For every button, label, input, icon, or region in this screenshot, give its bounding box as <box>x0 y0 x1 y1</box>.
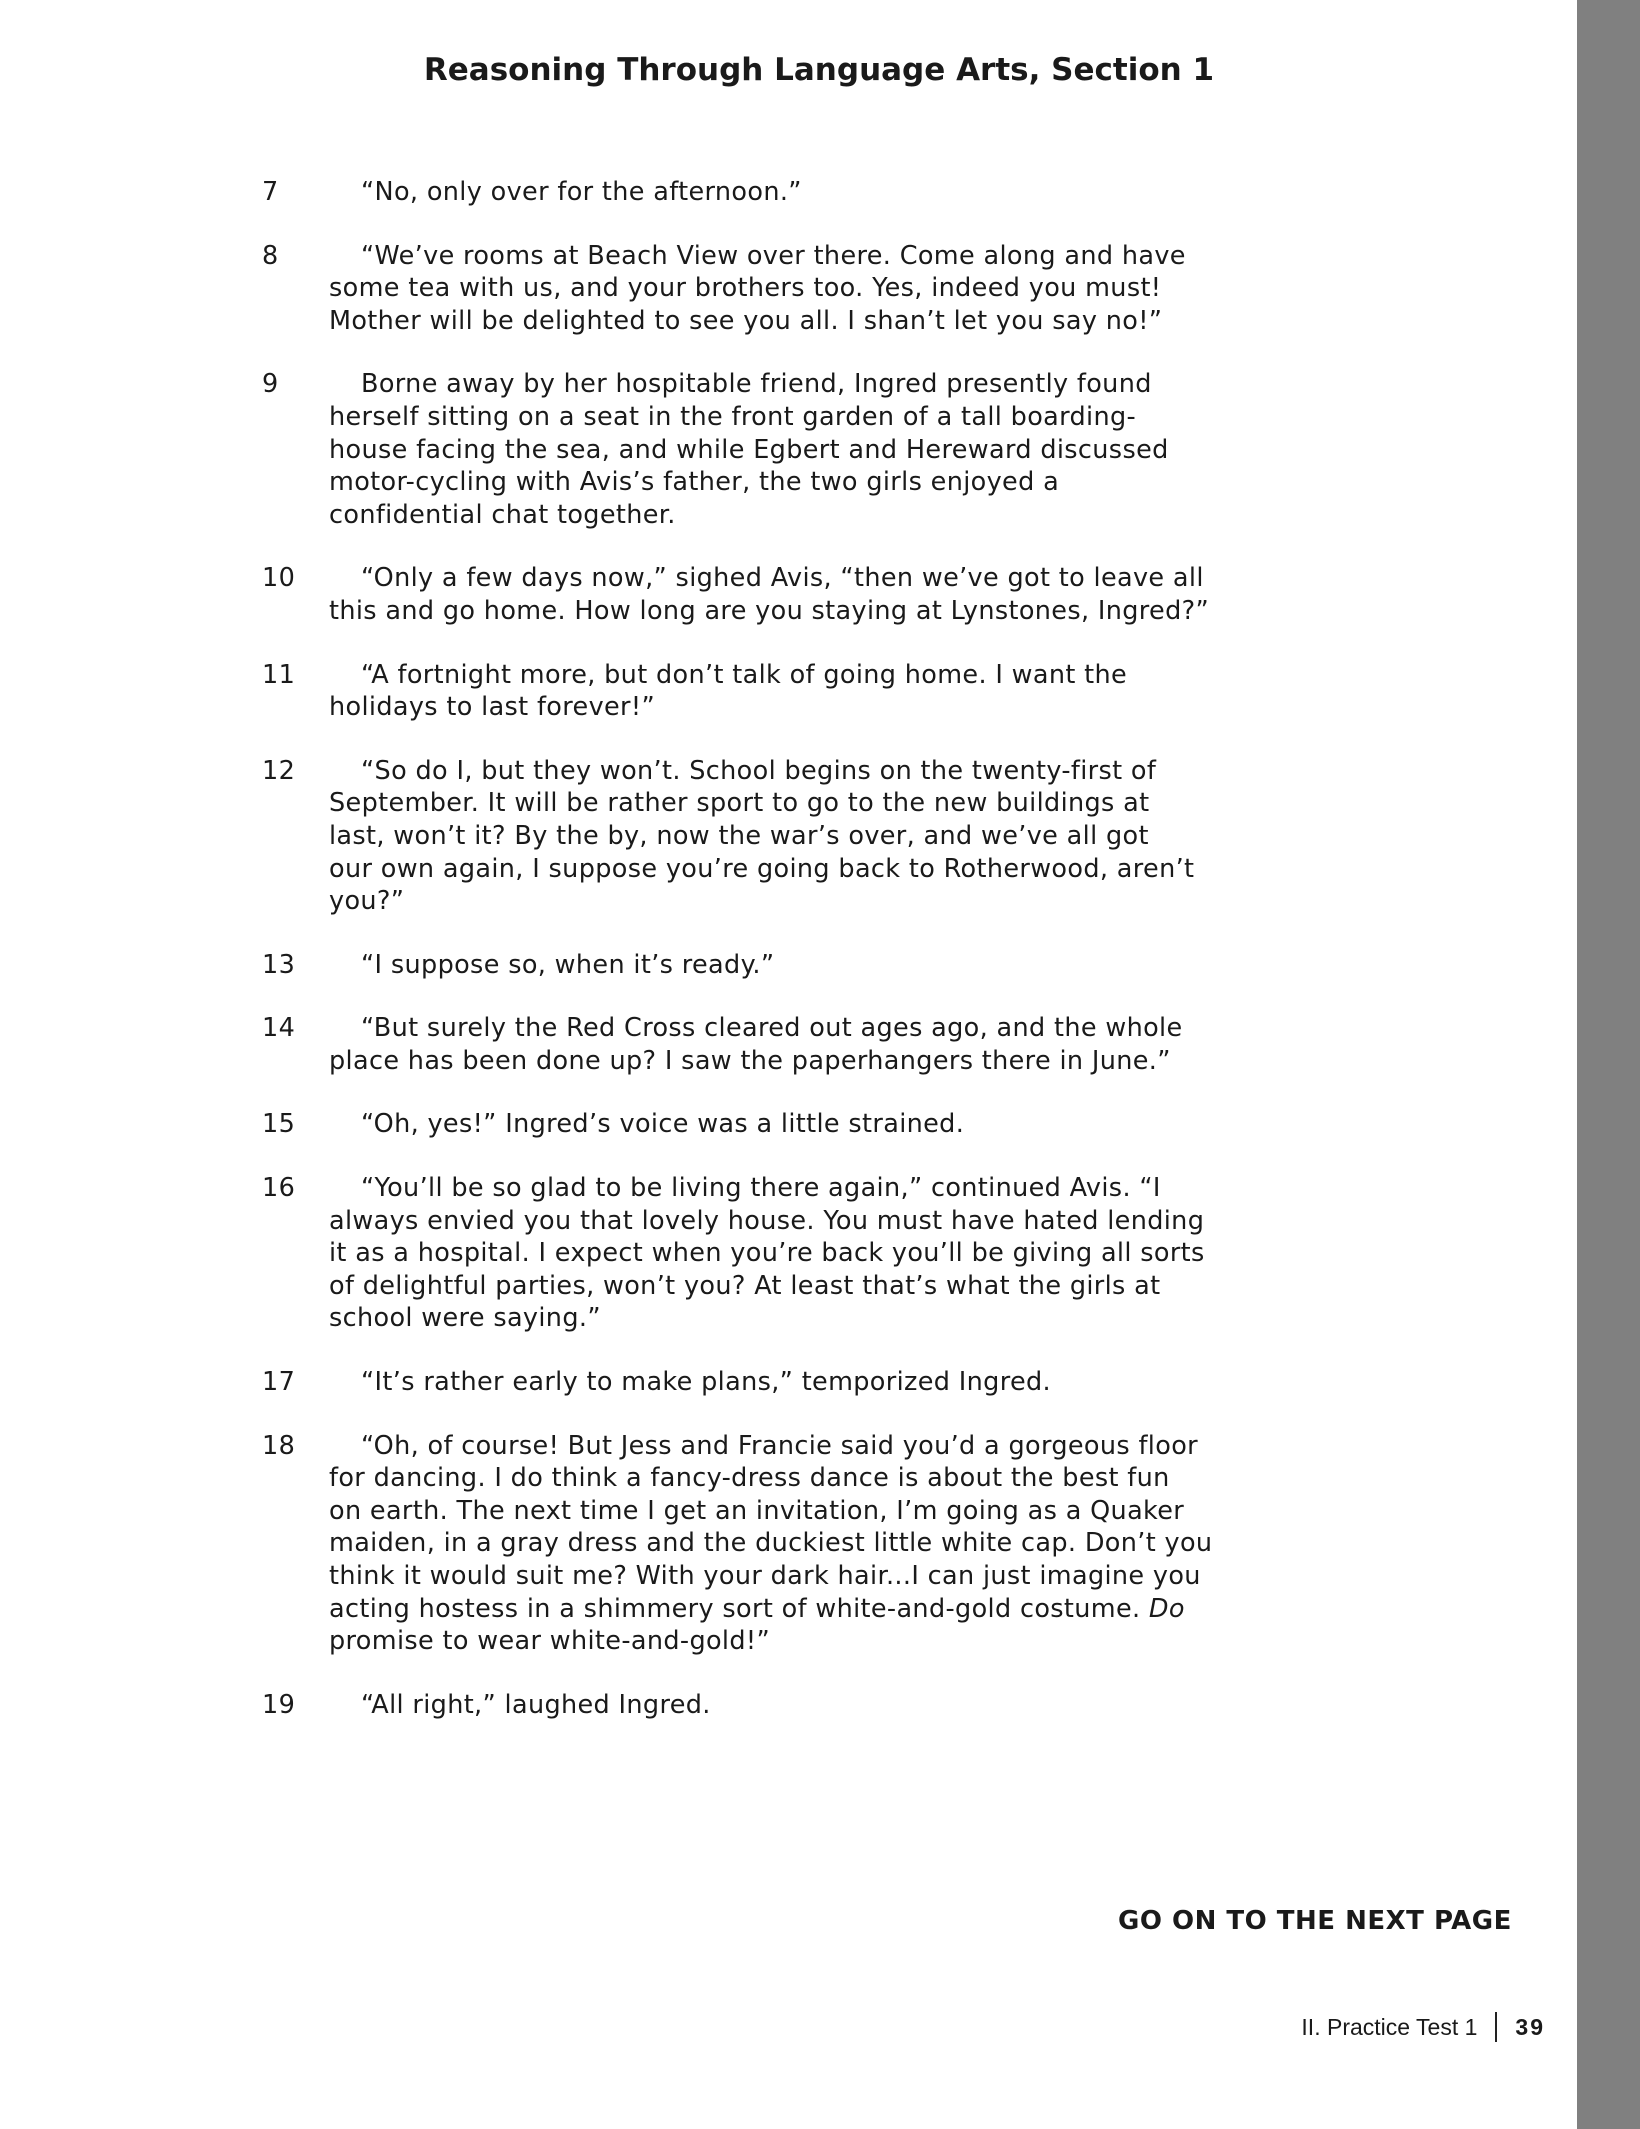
text-line <box>329 401 1362 434</box>
paragraph <box>262 368 1362 531</box>
text-run: it as a hospital. I expect when you’re back you’ll be giving all sorts <box>329 1238 1205 1269</box>
paragraph-text <box>329 1366 1362 1399</box>
paragraph-text <box>329 1430 1362 1658</box>
paragraph <box>262 1108 1362 1141</box>
page-title-text: Reasoning Through Language Arts, Section 1 <box>423 52 1215 88</box>
text-run: for dancing. I do think a fancy-dress dance is about the best fun <box>329 1463 1170 1494</box>
paragraph-text <box>329 368 1362 531</box>
text-run: our own again, I suppose you’re going back to Rotherwood, aren’t <box>329 853 1195 884</box>
text-run: “It’s rather early to make plans,” temporized Ingred. <box>361 1367 1052 1398</box>
text-run: think it would suit me? With your dark hair...I can just imagine you <box>329 1561 1201 1591</box>
text-run: “I suppose so, when it’s ready.” <box>361 949 775 980</box>
page-footer <box>1301 2012 1545 2042</box>
paragraph-number: 15 <box>262 1109 296 1140</box>
paragraph-text <box>329 755 1362 918</box>
text-run: of delightful parties, won’t you? At least that’s what the girls at <box>329 1270 1161 1301</box>
paragraph-number: 18 <box>262 1430 296 1461</box>
paragraph-number: 14 <box>262 1013 296 1044</box>
text-line <box>329 305 1362 338</box>
paragraph <box>262 755 1362 918</box>
text-run: school were saying.” <box>329 1303 601 1334</box>
paragraph <box>262 1172 1362 1335</box>
text-run: “We’ve rooms at Beach View over there. Come along and have <box>361 240 1186 271</box>
paragraph-number: 8 <box>262 240 279 271</box>
text-line <box>329 1462 1362 1495</box>
text-line <box>329 1366 1362 1399</box>
text-line <box>329 1172 1362 1205</box>
text-line <box>329 1560 1362 1593</box>
text-run: confidential chat together. <box>329 499 676 530</box>
paragraph-number: 11 <box>262 659 296 690</box>
footer-section: II. Practice Test 1 <box>1301 2013 1478 2040</box>
text-line <box>329 1302 1362 1335</box>
text-run: Borne away by her hospitable friend, Ingred presently found <box>361 369 1152 400</box>
text-line <box>329 1045 1362 1078</box>
footer-divider <box>1495 2012 1497 2042</box>
text-line <box>329 853 1362 886</box>
paragraph-text <box>329 1172 1362 1335</box>
text-line <box>329 755 1362 788</box>
paragraph <box>262 562 1362 627</box>
text-line <box>329 1625 1362 1658</box>
page-title <box>0 52 1640 88</box>
paragraph-text <box>329 1108 1362 1141</box>
text-line <box>329 434 1362 467</box>
text-run: this and go home. How long are you staying at Lynstones, Ingred?” <box>329 595 1210 626</box>
paragraph-number: 12 <box>262 755 296 786</box>
text-line <box>329 1237 1362 1270</box>
paragraph-text <box>329 949 1362 982</box>
text-line <box>329 368 1362 401</box>
paragraph <box>262 1689 1362 1722</box>
text-run: on earth. The next time I get an invitation, I’m going as a Quaker <box>329 1495 1185 1526</box>
paragraph-number: 16 <box>262 1173 296 1204</box>
text-line <box>329 1270 1362 1303</box>
paragraph-number: 13 <box>262 949 296 980</box>
text-run: herself sitting on a seat in the front garden of a tall boarding- <box>329 401 1137 432</box>
paragraph <box>262 176 1362 209</box>
text-line <box>329 562 1362 595</box>
page-number: 39 <box>1515 2013 1545 2040</box>
text-line <box>329 595 1362 628</box>
text-line <box>329 787 1362 820</box>
text-run: “Oh, of course! But Jess and Francie said you’d a gorgeous floor <box>361 1430 1198 1461</box>
text-run: you?” <box>329 886 405 917</box>
text-line <box>329 1430 1362 1463</box>
page-edge-bar <box>1577 0 1640 2129</box>
text-run: last, won’t it? By the by, now the war’s over, and we’ve all got <box>329 820 1149 851</box>
paragraph <box>262 949 1362 982</box>
text-run: place has been done up? I saw the paperhangers there in June.” <box>329 1045 1171 1076</box>
text-run: “You’ll be so glad to be living there again,” continued Avis. “I <box>361 1173 1161 1204</box>
paragraph-number: 9 <box>262 369 279 400</box>
text-run: promise to wear white-and-gold!” <box>329 1626 771 1657</box>
text-run: acting hostess in a shimmery sort of white-and-gold costume. <box>329 1593 1149 1624</box>
paragraph-number: 17 <box>262 1367 296 1398</box>
text-line <box>329 466 1362 499</box>
text-line <box>329 240 1362 273</box>
passage <box>262 176 1362 1752</box>
text-line <box>329 1108 1362 1141</box>
paragraph-number: 7 <box>262 177 279 207</box>
text-run: “A fortnight more, but don’t talk of going home. I want the <box>361 659 1128 690</box>
text-line <box>329 691 1362 724</box>
text-line <box>329 272 1362 305</box>
paragraph-text <box>329 562 1362 627</box>
text-line <box>329 1495 1362 1528</box>
text-run: some tea with us, and your brothers too. Yes, indeed you must! <box>329 273 1162 304</box>
paragraph <box>262 1430 1362 1658</box>
text-run: Mother will be delighted to see you all. I shan’t let you say no!” <box>329 305 1163 336</box>
text-line <box>329 1527 1362 1560</box>
paragraph <box>262 240 1362 338</box>
text-run: “Only a few days now,” sighed Avis, “then we’ve got to leave all <box>361 563 1204 594</box>
text-run: “So do I, but they won’t. School begins on the twenty-first of <box>361 755 1157 786</box>
text-run: September. It will be rather sport to go to the new buildings at <box>329 788 1150 819</box>
paragraph-number: 10 <box>262 563 296 594</box>
text-line <box>329 499 1362 532</box>
paragraph-number: 19 <box>262 1689 296 1720</box>
paragraph-text <box>329 1689 1362 1722</box>
paragraph-text <box>329 659 1362 724</box>
text-line <box>329 949 1362 982</box>
text-line <box>329 176 1362 209</box>
text-line <box>329 820 1362 853</box>
paragraph-text <box>329 176 1362 209</box>
text-run: “No, only over for the afternoon.” <box>361 177 802 207</box>
text-run: motor-cycling with Avis’s father, the two girls enjoyed a <box>329 467 1060 498</box>
text-run: “All right,” laughed Ingred. <box>361 1689 711 1720</box>
text-line <box>329 1593 1362 1626</box>
text-run: always envied you that lovely house. You must have hated lending <box>329 1205 1205 1236</box>
text-run: house facing the sea, and while Egbert and Hereward discussed <box>329 434 1169 465</box>
text-line <box>329 659 1362 692</box>
paragraph-text <box>329 1012 1362 1077</box>
text-line <box>329 1689 1362 1722</box>
paragraph <box>262 1366 1362 1399</box>
text-run: “But surely the Red Cross cleared out ages ago, and the whole <box>361 1013 1183 1044</box>
text-run: holidays to last forever!” <box>329 692 656 723</box>
paragraph-text <box>329 240 1362 338</box>
text-line <box>329 1012 1362 1045</box>
paragraph <box>262 1012 1362 1077</box>
text-run: “Oh, yes!” Ingred’s voice was a little strained. <box>361 1109 965 1140</box>
text-run: maiden, in a gray dress and the duckiest little white cap. Don’t you <box>329 1528 1213 1559</box>
paragraph <box>262 659 1362 724</box>
text-line <box>329 1205 1362 1238</box>
text-line <box>329 885 1362 918</box>
go-on-notice: GO ON TO THE NEXT PAGE <box>1118 1906 1512 1936</box>
emphasized-text: Do <box>1148 1593 1185 1624</box>
